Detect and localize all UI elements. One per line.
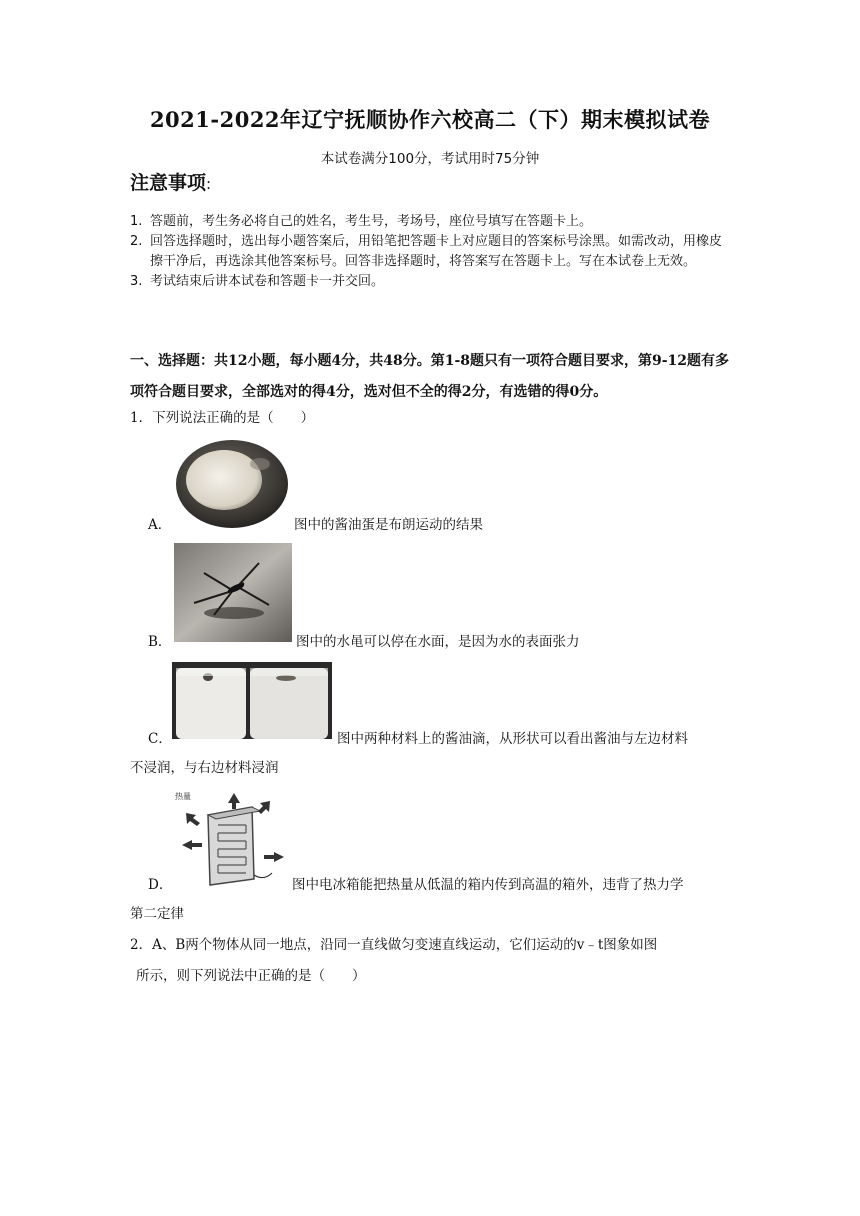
notice-heading-text: 注意事项: [130, 172, 207, 194]
option-b-label: B．: [148, 634, 172, 650]
notice-item-number: 3.: [130, 274, 143, 289]
notice-item-number: 2.: [130, 234, 143, 249]
page-title: 2021-2022年辽宁抚顺协作六校高二（下）期末模拟试卷: [149, 107, 711, 132]
notice-heading: [130, 168, 211, 195]
notice-item-number: 1.: [130, 214, 143, 229]
notice-item-text: 回答选择题时，选出每小题答案后，用铅笔把答题卡上对应题目的答案标号涂黑。如需改动，用橡皮擦干净后，再选涂其他答案标号。回答非选择题时，将答案写在答题卡上。写在本试卷上无效。: [150, 234, 723, 269]
notice-item-text: 考试结束后讲本试卷和答题卡一并交回。: [150, 274, 385, 289]
option-a-text: 图中的酱油蛋是布朗运动的结果: [294, 517, 483, 533]
notice-list: [130, 212, 730, 292]
soy-drops-image: [172, 662, 332, 739]
question-2-stem: [130, 930, 735, 992]
notice-item: [130, 212, 730, 232]
option-a-label: A．: [148, 517, 172, 533]
notice-item: [130, 232, 730, 272]
option-b-text: 图中的水黾可以停在水面，是因为水的表面张力: [296, 634, 580, 650]
notice-heading-colon: :: [206, 175, 212, 193]
option-d-label: D．: [148, 877, 173, 893]
refrigerator-heat-label: 热量: [175, 792, 191, 801]
section-heading: 一、选择题：共12小题，每小题4分，共48分。第1-8题只有一项符合题目要求，第9-12题有多项符合题目要求，全部选对的得4分，选对但不全的得2分，有选错的得0分。: [130, 353, 730, 400]
option-d-text: 图中电冰箱能把热量从低温的箱内传到高温的箱外，违背了热力学: [292, 877, 684, 893]
option-c-text: 图中两种材料上的酱油滴，从形状可以看出酱油与左边材料: [337, 731, 688, 747]
refrigerator-image: [172, 785, 292, 887]
option-c-text-continued: 不浸润，与右边材料浸润: [130, 760, 279, 776]
question-2-line-1: 2．A、B两个物体从同一地点，沿同一直线做匀变速直线运动，它们运动的v﹣t图象如图: [130, 937, 658, 953]
question-1-stem: 1．下列说法正确的是（ ）: [130, 410, 315, 426]
notice-item: [130, 272, 730, 292]
soy-egg-image: [174, 434, 290, 530]
question-2-line-2: 所示，则下列说法中正确的是（ ）: [136, 968, 366, 984]
page-subtitle: 本试卷满分100分，考试用时75分钟: [320, 151, 540, 167]
option-d-text-continued: 第二定律: [130, 906, 184, 922]
option-c-label: C．: [148, 731, 172, 747]
water-strider-image: [174, 543, 292, 642]
notice-item-text: 答题前，考生务必将自己的姓名，考生号，考场号，座位号填写在答题卡上。: [150, 214, 593, 229]
